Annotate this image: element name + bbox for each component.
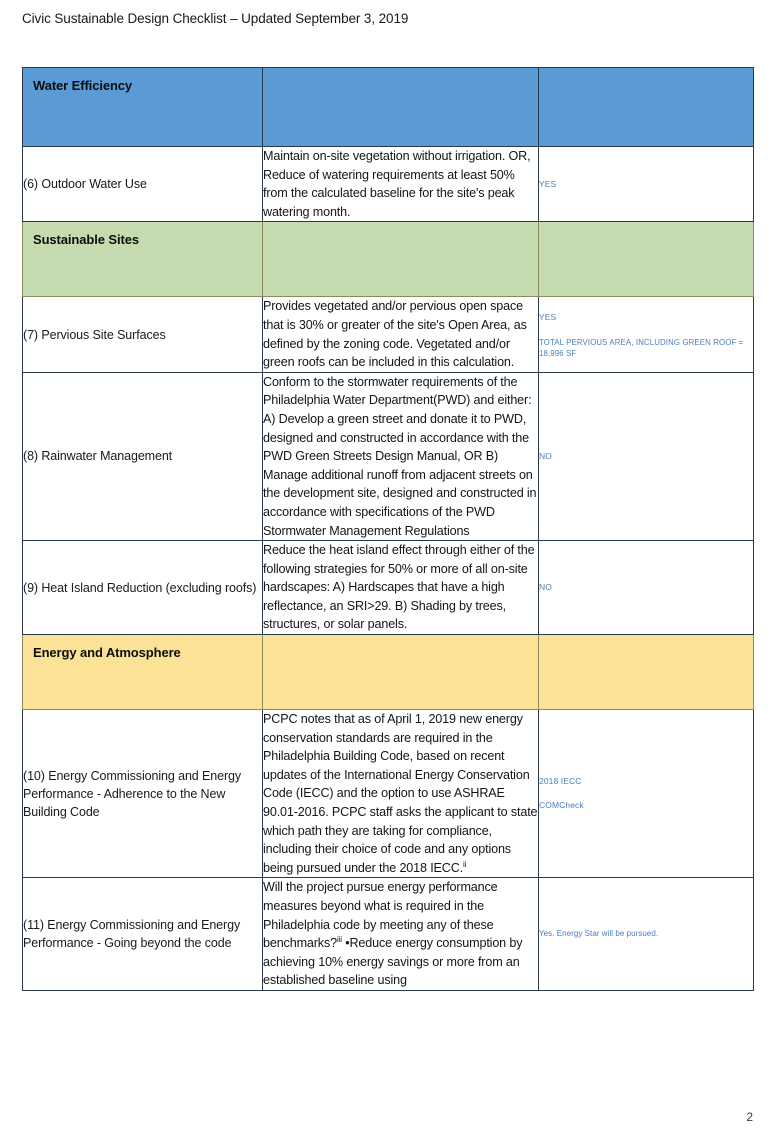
table-row (23, 710, 754, 878)
checklist-item-response-cell (539, 541, 754, 635)
section-title-energy-and-atmosphere: Energy and Atmosphere (33, 645, 181, 661)
checklist-item-description: Maintain on-site vegetation without irrigation. OR, Reduce of watering requirements at least 50% from the calculated baseline for the site's peak watering month. (263, 147, 539, 222)
response-value: 2018 IECC (539, 776, 582, 787)
table-row (23, 297, 754, 372)
checklist-item-label: (6) Outdoor Water Use (23, 147, 263, 222)
footnote-marker: iii (336, 935, 342, 944)
section-header-right-cell (539, 635, 754, 710)
section-header-middle-cell (263, 635, 539, 710)
response-value-secondary: COMCheck (539, 800, 584, 811)
response-value: YES (539, 178, 557, 189)
section-spacer (23, 103, 262, 146)
section-header-sustainable-sites (23, 222, 754, 297)
section-title-water-efficiency: Water Efficiency (33, 78, 133, 93)
footnote-marker: ii (463, 859, 467, 869)
sustainable-design-checklist-table (22, 67, 754, 991)
checklist-item-label: (7) Pervious Site Surfaces (23, 297, 263, 372)
checklist-item-response-cell (539, 372, 754, 540)
description-text: PCPC notes that as of April 1, 2019 new energy conservation standards are required in the Philadelphia Building Code, based on recent updates of the International Energy Conservation Code (IECC) and the option to use ASHRAE 90.01-2016. PCPC staff asks the applicant to state which path they are taking for compliance, including their choice of code and any options being pursued under the 2018 IECC. (263, 712, 538, 875)
checklist-item-description: Reduce the heat island effect through either of the following strategies for 50% or more of all on-site hardscapes: A) Hardscapes that have a high reflectance, an SRI>29. B) Shading by trees, structures, or solar panels. (263, 541, 539, 635)
section-header-right-cell (539, 222, 754, 297)
table-row (23, 541, 754, 635)
response-note: TOTAL PERVIOUS AREA, INCLUDING GREEN ROOF = 18,996 SF (539, 337, 744, 358)
response-value: NO (539, 582, 552, 593)
checklist-item-response-cell (539, 878, 754, 991)
section-header-label-cell (23, 68, 263, 147)
checklist-item-description: Conform to the stormwater requirements of the Philadelphia Water Department(PWD) and either: A) Develop a green street and donate it to PWD, designed and constructed in accordance with the PWD Green Streets Design Manual, OR B) Manage additional runoff from adjacent streets on the development site, designed and constructed in accordance with specifications of the PWD Stormwater Management Regulations (263, 372, 539, 540)
checklist-item-label: (8) Rainwater Management (23, 372, 263, 540)
page-title: Civic Sustainable Design Checklist – Updated September 3, 2019 (22, 11, 409, 26)
checklist-item-label: (9) Heat Island Reduction (excluding roofs) (23, 541, 263, 635)
section-header-label-cell (23, 635, 263, 710)
checklist-item-description (263, 878, 539, 991)
section-header-middle-cell (263, 222, 539, 297)
response-value: YES (539, 311, 557, 322)
checklist-item-label: (11) Energy Commissioning and Energy Performance - Going beyond the code (23, 878, 263, 991)
section-header-middle-cell (263, 68, 539, 147)
section-spacer (23, 257, 262, 296)
checklist-item-response-cell (539, 147, 754, 222)
response-value: Yes. Energy Star will be pursued. (539, 929, 659, 939)
description-text-continued: •Reduce energy consumption by achieving 10% energy savings or more from an established baseline using (263, 936, 523, 988)
page-number: 2 (746, 1110, 753, 1124)
checklist-item-response-cell (539, 297, 754, 372)
section-title-sustainable-sites: Sustainable Sites (33, 232, 139, 248)
table-row (23, 372, 754, 540)
checklist-item-description: Provides vegetated and/or pervious open space that is 30% or greater of the site's Open Area, as defined by the zoning code. Vegetated and/or green roofs can be included in this calculation. (263, 297, 539, 372)
section-header-right-cell (539, 68, 754, 147)
section-header-energy-and-atmosphere (23, 635, 754, 710)
section-header-water-efficiency (23, 68, 754, 147)
description-text: Will the project pursue energy performance measures beyond what is required in the Philadelphia code by meeting any of these benchmarks? (263, 880, 498, 951)
section-spacer (23, 670, 262, 709)
checklist-item-label: (10) Energy Commissioning and Energy Performance - Adherence to the New Building Code (23, 710, 263, 878)
checklist-item-response-cell (539, 710, 754, 878)
table-row (23, 147, 754, 222)
response-value: NO (539, 450, 552, 461)
table-row (23, 878, 754, 991)
checklist-item-description (263, 710, 539, 878)
section-header-label-cell (23, 222, 263, 297)
